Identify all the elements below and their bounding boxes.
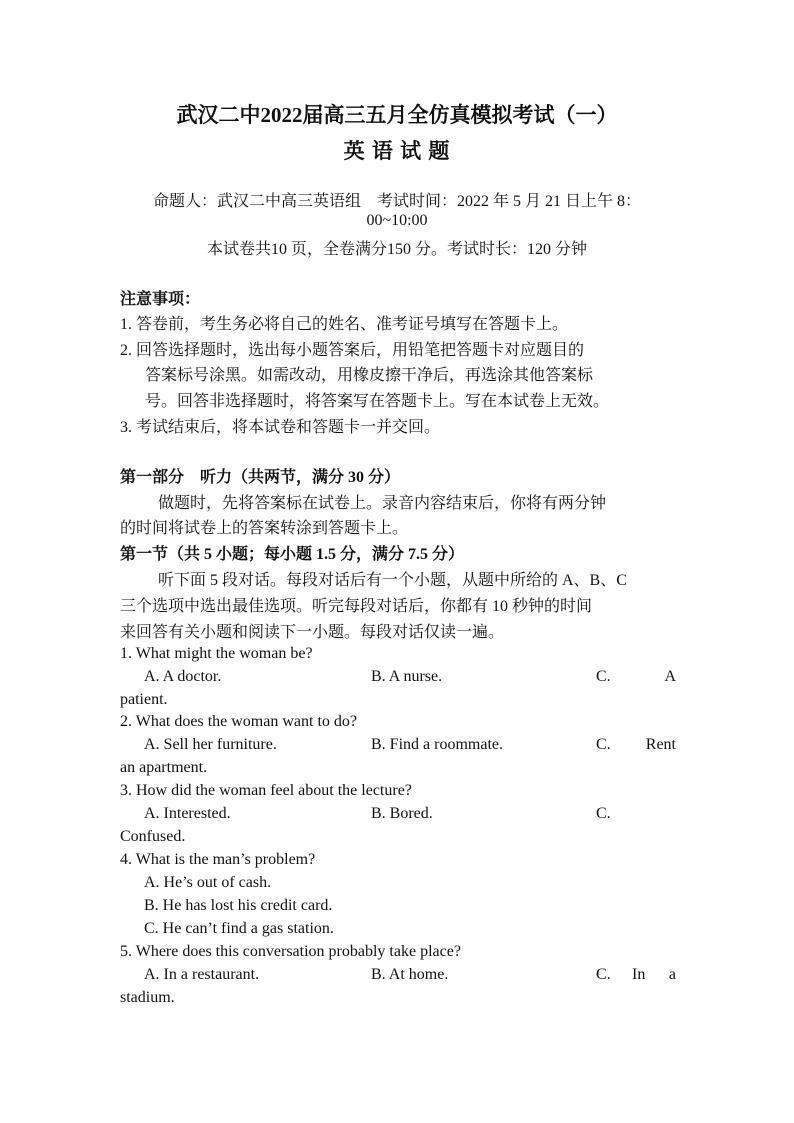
question-5-option-c-letter: C. bbox=[596, 966, 611, 983]
section1-heading: 第一节（共 5 小题；每小题 1.5 分，满分 7.5 分） bbox=[120, 546, 465, 563]
exam-info-line-2: 00~10:00 bbox=[366, 212, 428, 229]
question-1-stem: 1. What might the woman be? bbox=[120, 645, 313, 662]
question-5-option-c-wrap: stadium. bbox=[120, 989, 175, 1006]
exam-title: 武汉二中2022届高三五月全仿真模拟考试（一） bbox=[176, 103, 618, 127]
notice-item-1: 1. 答卷前，考生务必将自己的姓名、准考证号填写在答题卡上。 bbox=[120, 316, 569, 333]
part1-heading: 第一部分 听力（共两节，满分 30 分） bbox=[120, 469, 401, 486]
question-1-option-c-wrap: patient. bbox=[120, 691, 168, 708]
exam-info-line-1: 命题人：武汉二中高三英语组 考试时间：2022 年 5 月 21 日上午 8： bbox=[152, 193, 641, 210]
question-1-option-a: A. A doctor. bbox=[144, 668, 222, 685]
question-3-option-b: B. Bored. bbox=[371, 805, 433, 822]
question-5-option-b: B. At home. bbox=[371, 966, 449, 983]
notice-item-2-line-3: 号。回答非选择题时，将答案写在答题卡上。写在本试卷上无效。 bbox=[145, 393, 610, 410]
question-1-options bbox=[120, 668, 676, 690]
question-1-option-c-word: A bbox=[664, 668, 676, 685]
question-2-stem: 2. What does the woman want to do? bbox=[120, 713, 357, 730]
part1-intro-line-1: 做题时，先将答案标在试卷上。录音内容结束后，你将有两分钟 bbox=[158, 495, 607, 512]
question-5-option-c-word-2: a bbox=[668, 966, 676, 983]
question-5-option-a: A. In a restaurant. bbox=[144, 966, 260, 983]
question-5-option-c-word-1: In bbox=[632, 966, 646, 983]
part1-intro-line-2: 的时间将试卷上的答案转涂到答题卡上。 bbox=[120, 520, 409, 537]
notice-heading: 注意事项： bbox=[120, 291, 201, 308]
notice-item-2-line-1: 2. 回答选择题时，选出每小题答案后，用铅笔把答题卡对应题目的 bbox=[120, 342, 585, 359]
question-1-option-b: B. A nurse. bbox=[371, 668, 443, 685]
question-2-options bbox=[120, 736, 676, 758]
question-4-option-c: C. He can’t find a gas station. bbox=[144, 920, 334, 937]
question-2-option-a: A. Sell her furniture. bbox=[144, 736, 277, 753]
question-3-option-c-letter: C. bbox=[596, 805, 611, 822]
question-3-option-a: A. Interested. bbox=[144, 805, 231, 822]
question-3-option-c-wrap: Confused. bbox=[120, 828, 186, 845]
question-4-option-b: B. He has lost his credit card. bbox=[144, 897, 333, 914]
section1-intro-line-3: 来回答有关小题和阅读下一小题。每段对话仅读一遍。 bbox=[120, 624, 505, 641]
notice-item-2-line-2: 答案标号涂黑。如需改动，用橡皮擦干净后，再选涂其他答案标 bbox=[145, 367, 594, 384]
question-2-option-b: B. Find a roommate. bbox=[371, 736, 503, 753]
section1-intro-line-1: 听下面 5 段对话。每段对话后有一个小题，从题中所给的 A、B、C bbox=[158, 572, 627, 589]
question-1-option-c-letter: C. bbox=[596, 668, 611, 685]
question-4-stem: 4. What is the man’s problem? bbox=[120, 851, 316, 868]
exam-info-line-3: 本试卷共10 页，全卷满分150 分。考试时长：120 分钟 bbox=[206, 241, 587, 258]
question-3-stem: 3. How did the woman feel about the lecture? bbox=[120, 782, 412, 799]
section1-intro-line-2: 三个选项中选出最佳选项。听完每段对话后，你都有 10 秒钟的时间 bbox=[120, 598, 593, 615]
notice-item-3: 3. 考试结束后，将本试卷和答题卡一并交回。 bbox=[120, 419, 441, 436]
question-2-option-c-word: Rent bbox=[645, 736, 676, 753]
question-2-option-c-wrap: an apartment. bbox=[120, 759, 208, 776]
question-5-stem: 5. Where does this conversation probably take place? bbox=[120, 943, 461, 960]
question-3-options bbox=[120, 805, 676, 827]
question-5-options bbox=[120, 966, 676, 988]
question-4-option-a: A. He’s out of cash. bbox=[144, 874, 272, 891]
question-2-option-c-letter: C. bbox=[596, 736, 611, 753]
subject-title: 英 语 试 题 bbox=[343, 139, 451, 163]
